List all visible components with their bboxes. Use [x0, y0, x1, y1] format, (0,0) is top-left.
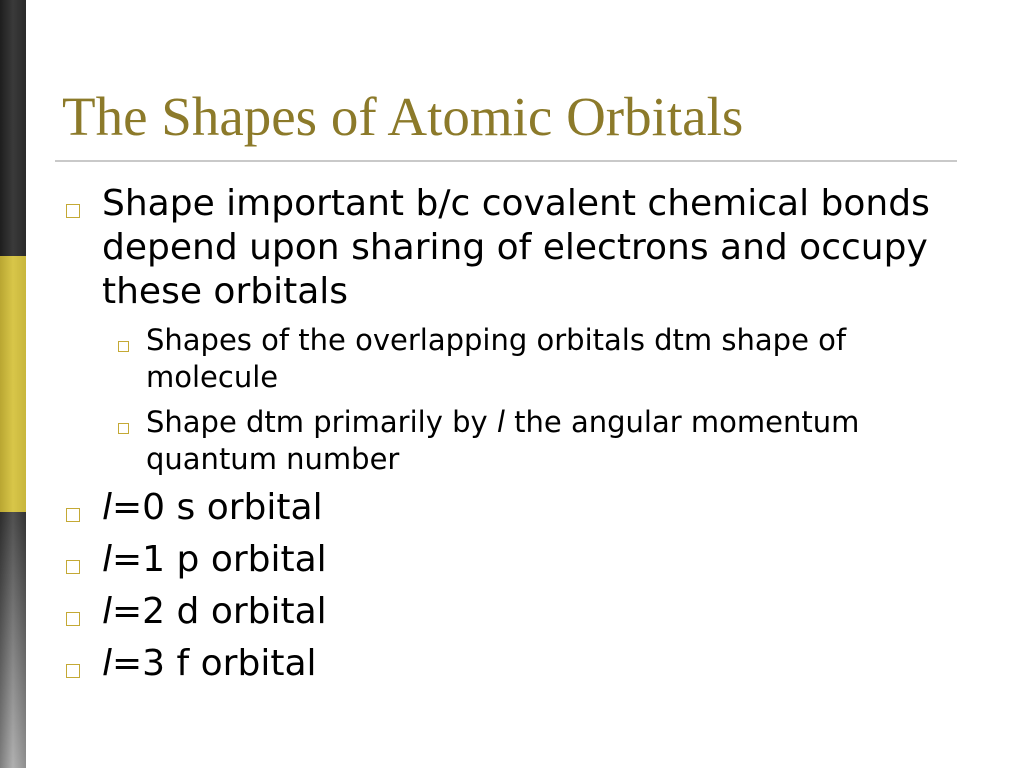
sub-bullet-item: [102, 322, 952, 396]
square-bullet-icon: [66, 508, 80, 522]
slide-content: [62, 182, 952, 694]
sub-bullet-list: [102, 322, 952, 478]
quantum-variable: l: [496, 405, 505, 439]
left-bar-grey-segment: [0, 512, 26, 768]
square-bullet-icon: [66, 664, 80, 678]
square-bullet-icon: [66, 612, 80, 626]
bullet-item: [62, 486, 952, 530]
bullet-text: =3 f orbital: [112, 643, 317, 684]
square-bullet-icon: [66, 560, 80, 574]
bullet-text: Shape important b/c covalent chemical bonds depend upon sharing of electrons and occupy these orbitals: [102, 183, 930, 312]
quantum-variable: l: [102, 487, 113, 528]
sub-bullet-text-post: the angular momentum quantum number: [146, 405, 860, 476]
left-bar-dark-segment: [0, 0, 26, 256]
slide-title: The Shapes of Atomic Orbitals: [62, 86, 744, 147]
quantum-variable: l: [102, 591, 113, 632]
bullet-text: =2 d orbital: [112, 591, 327, 632]
bullet-item: [62, 182, 952, 478]
sub-bullet-text: Shapes of the overlapping orbitals dtm shape of molecule: [146, 323, 847, 394]
left-bar-gold-segment: [0, 256, 26, 512]
bullet-item: [62, 642, 952, 686]
quantum-variable: l: [102, 539, 113, 580]
title-divider: [55, 160, 957, 162]
sub-bullet-text-pre: Shape dtm primarily by: [146, 405, 497, 439]
bullet-text: =1 p orbital: [112, 539, 327, 580]
sub-bullet-item: [102, 404, 952, 478]
square-bullet-icon: [66, 204, 80, 218]
bullet-list: [62, 182, 952, 686]
square-bullet-icon: [118, 341, 129, 352]
square-bullet-icon: [118, 423, 129, 434]
bullet-item: [62, 538, 952, 582]
quantum-variable: l: [102, 643, 113, 684]
bullet-text: =0 s orbital: [112, 487, 323, 528]
bullet-item: [62, 590, 952, 634]
